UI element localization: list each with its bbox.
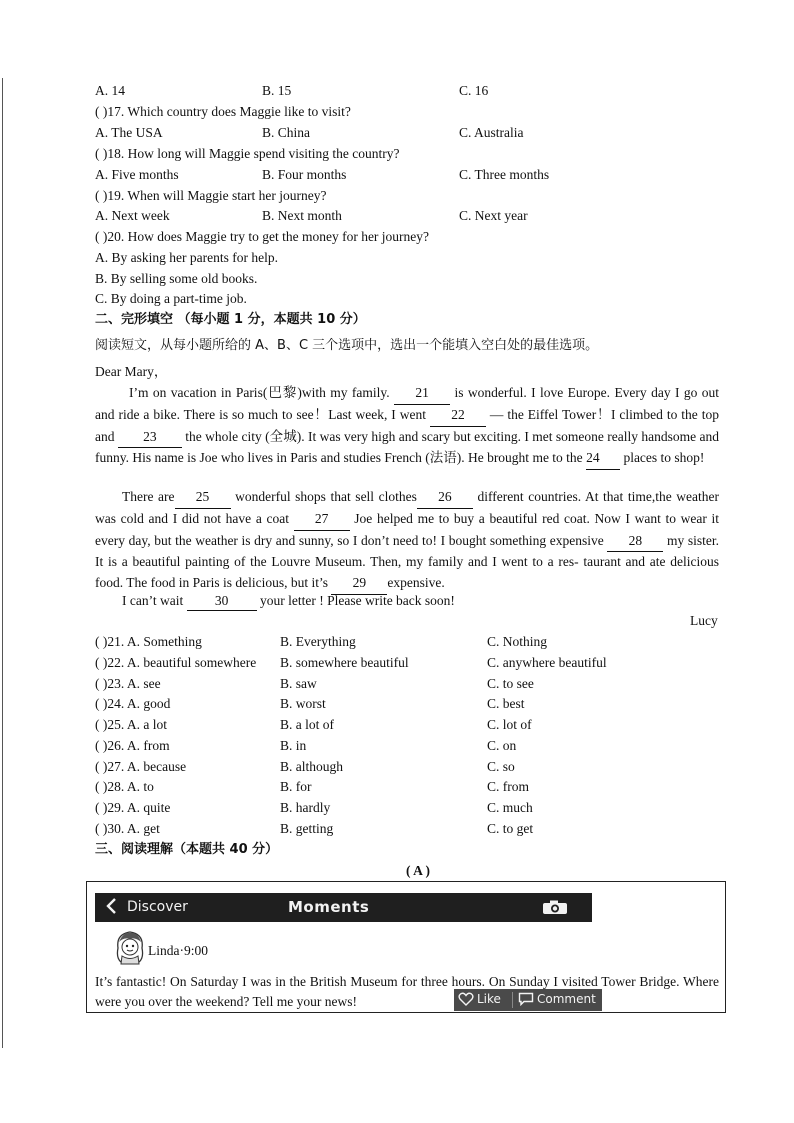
avatar[interactable] [113,928,147,966]
moments-title: Moments [288,898,370,916]
option-a: A. Next week [95,208,170,223]
q18-options [95,166,735,184]
option-b: B. Four months [262,167,347,182]
blank-30: 30 [187,592,257,611]
section-2-instruction: 阅读短文，从每小题所给的 A、B、C 三个选项中，选出一个能填入空白处的最佳选项。 [95,338,599,353]
q20-option-b: B. By selling some old books. [95,271,258,286]
post-text: It’s fantastic! On Saturday I was in the British Museum for three hours. On Sunday I visited Tower Bridge. Where were you over the weekend? Tell me your news! [95,974,719,1009]
heart-icon [458,992,474,1006]
option-c: C. Three months [459,167,550,182]
moments-header-bar [95,893,592,922]
option-c: C. Next year [459,208,528,223]
cloze-question-21: ( )21. A. Something B. Everything C. Nothing [95,634,548,649]
option-b: B. 15 [262,83,292,98]
divider [512,992,513,1008]
comment-button[interactable]: Comment [518,992,596,1006]
question-18: ( )18. How long will Maggie spend visiting the country? [95,146,400,161]
blank-24: 24 [586,448,620,470]
question-17: ( )17. Which country does Maggie like to visit? [95,104,351,119]
post-action-bar [454,989,602,1011]
cloze-question-30: ( )30. A. get B. getting C. to get [95,821,534,836]
option-a: A. 14 [95,83,125,98]
blank-26: 26 [417,487,473,509]
cloze-question-26: ( )26. A. from B. in C. on [95,738,517,753]
q16-options [95,82,735,100]
comment-icon [518,992,534,1006]
q20-option-a: A. By asking her parents for help. [95,250,278,265]
letter-paragraph-3: I can’t wait 30 your letter ! Please write back soon! [95,592,455,611]
cloze-question-25: ( )25. A. a lot B. a lot of C. lot of [95,717,532,732]
chevron-left-icon[interactable] [105,897,117,919]
section-2-heading: 二、完形填空 （每小题 1 分，本题共 10 分） [95,312,366,327]
blank-23: 23 [118,427,182,449]
option-c: C. Australia [459,125,524,140]
option-a: A. The USA [95,125,163,140]
moments-card [86,881,726,1013]
cloze-question-23: ( )23. A. see B. saw C. to see [95,676,534,691]
like-button[interactable]: Like [458,992,501,1006]
letter-greeting: Dear Mary， [95,364,168,379]
question-20: ( )20. How does Maggie try to get the money for her journey? [95,229,430,244]
cloze-question-28: ( )28. A. to B. for C. from [95,779,529,794]
letter-paragraph-1: I’m on vacation in Paris(巴黎)with my family. 21 is wonderful. I love Europe. Every day I go out and ride a bike. There is so much to see！Last week, I went 22 — the Eiffel Tower！I climbed to the top and 23 the whole city (全城). It was very high and scary but exciting. I met someone really handsome and funny. His name is Joe who lives in Paris and studies French (法语). He brought me to the 24 places to shop! [95,383,719,470]
option-c: C. 16 [459,83,489,98]
blank-29: 29 [331,573,387,595]
cloze-question-29: ( )29. A. quite B. hardly C. much [95,800,533,815]
letter-signature: Lucy [690,613,718,628]
question-19: ( )19. When will Maggie start her journey? [95,188,327,203]
blank-27: 27 [294,509,350,531]
cloze-question-22: ( )22. A. beautiful somewhere B. somewhere beautiful C. anywhere beautiful [95,655,607,670]
option-b: B. China [262,125,311,140]
section-3-heading: 三、阅读理解（本题共 40 分） [95,842,279,857]
page-edge-rule [2,78,3,1048]
back-discover-button[interactable]: Discover [127,899,188,915]
cloze-question-24: ( )24. A. good B. worst C. best [95,696,525,711]
q17-options [95,124,735,142]
blank-25: 25 [175,487,231,509]
post-author-time: Linda·9:00 [148,943,208,958]
q20-option-c: C. By doing a part-time job. [95,291,247,306]
blank-21: 21 [394,383,450,405]
blank-28: 28 [607,531,663,553]
blank-22: 22 [430,405,486,427]
cloze-question-27: ( )27. A. because B. although C. so [95,759,515,774]
letter-paragraph-2: There are 25 wonderful shops that sell clothes 26 different countries. At that time,the weather was cold and I did not have a coat 27 Joe helped me to buy a beautiful red coat. Now I want to wear it every day, but the weather is dry and sunny, so I don’t need to! I bought something expensive 28 my sister. It is a beautiful painting of the Louvre Museum. Then, my family and I went to a res- taurant and ate delicious food. The food in Paris is delicious, but it’s 29 expensive. [95,487,719,595]
option-b: B. Next month [262,208,342,223]
q19-options [95,207,735,225]
option-a: A. Five months [95,167,179,182]
camera-icon[interactable] [542,900,568,915]
part-label: ( A ) [406,863,431,878]
